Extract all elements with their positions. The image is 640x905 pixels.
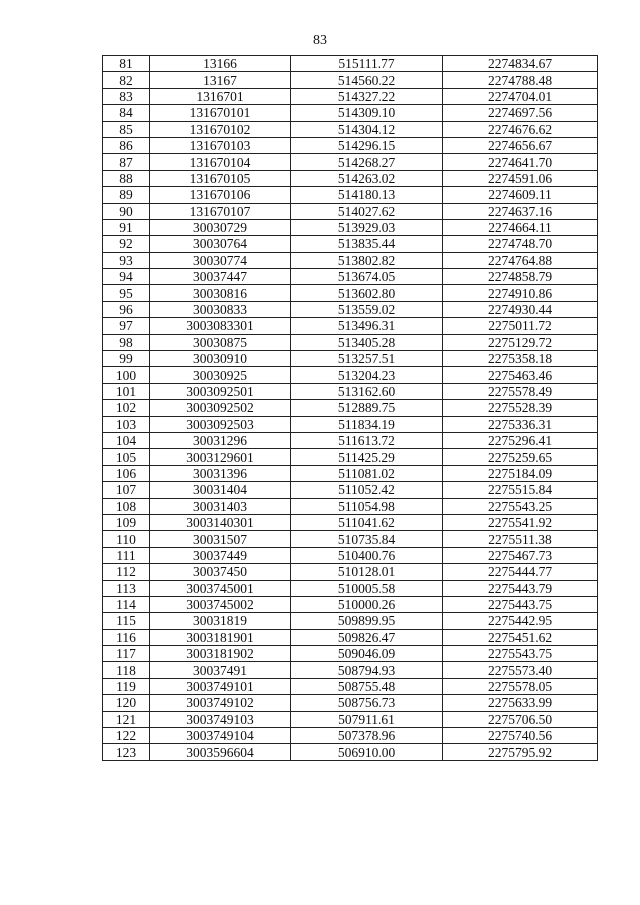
x-coordinate-cell: 513929.03 [291,219,443,235]
y-coordinate-cell: 2275511.38 [443,531,598,547]
table-row [103,416,598,432]
table-row [103,72,598,88]
row-number-cell: 112 [103,564,150,580]
point-id-cell: 3003181902 [150,646,291,662]
x-coordinate-cell: 514296.15 [291,137,443,153]
point-id-cell: 30030729 [150,219,291,235]
point-id-cell: 131670106 [150,187,291,203]
y-coordinate-cell: 2275129.72 [443,334,598,350]
x-coordinate-cell: 509046.09 [291,646,443,662]
table-row [103,498,598,514]
point-id-cell: 131670105 [150,170,291,186]
point-id-cell: 30030833 [150,301,291,317]
table-row [103,547,598,563]
row-number-cell: 106 [103,465,150,481]
point-id-cell: 131670103 [150,137,291,153]
row-number-cell: 109 [103,514,150,530]
table-row [103,351,598,367]
table-row [103,301,598,317]
x-coordinate-cell: 508794.93 [291,662,443,678]
x-coordinate-cell: 511052.42 [291,482,443,498]
table-row [103,580,598,596]
table-row [103,367,598,383]
table-row [103,596,598,612]
point-id-cell: 30031404 [150,482,291,498]
y-coordinate-cell: 2275443.75 [443,596,598,612]
x-coordinate-cell: 510005.58 [291,580,443,596]
row-number-cell: 121 [103,711,150,727]
point-id-cell: 3003129601 [150,449,291,465]
point-id-cell: 30037491 [150,662,291,678]
table-row [103,269,598,285]
row-number-cell: 118 [103,662,150,678]
table-row [103,154,598,170]
x-coordinate-cell: 514180.13 [291,187,443,203]
point-id-cell: 30030816 [150,285,291,301]
x-coordinate-cell: 509826.47 [291,629,443,645]
table-row [103,88,598,104]
point-id-cell: 3003749101 [150,678,291,694]
y-coordinate-cell: 2274834.67 [443,56,598,72]
y-coordinate-cell: 2275444.77 [443,564,598,580]
y-coordinate-cell: 2275011.72 [443,318,598,334]
point-id-cell: 3003181901 [150,629,291,645]
x-coordinate-cell: 511834.19 [291,416,443,432]
row-number-cell: 96 [103,301,150,317]
point-id-cell: 30030764 [150,236,291,252]
x-coordinate-cell: 513257.51 [291,351,443,367]
y-coordinate-cell: 2274591.06 [443,170,598,186]
row-number-cell: 86 [103,137,150,153]
point-id-cell: 30031296 [150,432,291,448]
table-row [103,629,598,645]
row-number-cell: 120 [103,695,150,711]
table-row [103,187,598,203]
row-number-cell: 101 [103,383,150,399]
y-coordinate-cell: 2274641.70 [443,154,598,170]
point-id-cell: 30037450 [150,564,291,580]
point-id-cell: 3003749103 [150,711,291,727]
table-row [103,482,598,498]
x-coordinate-cell: 513602.80 [291,285,443,301]
y-coordinate-cell: 2274664.11 [443,219,598,235]
row-number-cell: 97 [103,318,150,334]
table-row [103,105,598,121]
y-coordinate-cell: 2275336.31 [443,416,598,432]
table-row [103,564,598,580]
row-number-cell: 114 [103,596,150,612]
row-number-cell: 115 [103,613,150,629]
row-number-cell: 98 [103,334,150,350]
point-id-cell: 30030774 [150,252,291,268]
y-coordinate-cell: 2274788.48 [443,72,598,88]
table-row [103,170,598,186]
row-number-cell: 88 [103,170,150,186]
y-coordinate-cell: 2275451.62 [443,629,598,645]
x-coordinate-cell: 513802.82 [291,252,443,268]
x-coordinate-cell: 513496.31 [291,318,443,334]
coordinates-table [102,55,598,761]
row-number-cell: 92 [103,236,150,252]
table-row [103,728,598,744]
y-coordinate-cell: 2274858.79 [443,269,598,285]
row-number-cell: 123 [103,744,150,760]
page-number: 83 [313,33,327,48]
table-row [103,236,598,252]
x-coordinate-cell: 508755.48 [291,678,443,694]
row-number-cell: 111 [103,547,150,563]
row-number-cell: 81 [103,56,150,72]
table-row [103,744,598,760]
table-row [103,449,598,465]
point-id-cell: 3003596604 [150,744,291,760]
y-coordinate-cell: 2274656.67 [443,137,598,153]
row-number-cell: 99 [103,351,150,367]
table-row [103,219,598,235]
x-coordinate-cell: 511054.98 [291,498,443,514]
x-coordinate-cell: 515111.77 [291,56,443,72]
row-number-cell: 107 [103,482,150,498]
row-number-cell: 119 [103,678,150,694]
row-number-cell: 100 [103,367,150,383]
point-id-cell: 3003749102 [150,695,291,711]
table-row [103,121,598,137]
point-id-cell: 30037447 [150,269,291,285]
table-row [103,318,598,334]
table-row [103,514,598,530]
y-coordinate-cell: 2274697.56 [443,105,598,121]
row-number-cell: 122 [103,728,150,744]
row-number-cell: 90 [103,203,150,219]
table-row [103,531,598,547]
x-coordinate-cell: 510000.26 [291,596,443,612]
y-coordinate-cell: 2275259.65 [443,449,598,465]
y-coordinate-cell: 2275795.92 [443,744,598,760]
y-coordinate-cell: 2275358.18 [443,351,598,367]
table-row [103,711,598,727]
x-coordinate-cell: 511041.62 [291,514,443,530]
table-row [103,383,598,399]
coordinates-table-body [103,56,598,761]
x-coordinate-cell: 513559.02 [291,301,443,317]
x-coordinate-cell: 513835.44 [291,236,443,252]
y-coordinate-cell: 2274930.44 [443,301,598,317]
point-id-cell: 131670107 [150,203,291,219]
point-id-cell: 30037449 [150,547,291,563]
table-row [103,646,598,662]
y-coordinate-cell: 2275543.75 [443,646,598,662]
x-coordinate-cell: 507378.96 [291,728,443,744]
y-coordinate-cell: 2274910.86 [443,285,598,301]
row-number-cell: 105 [103,449,150,465]
row-number-cell: 95 [103,285,150,301]
row-number-cell: 91 [103,219,150,235]
point-id-cell: 3003092503 [150,416,291,432]
y-coordinate-cell: 2274609.11 [443,187,598,203]
point-id-cell: 3003749104 [150,728,291,744]
x-coordinate-cell: 509899.95 [291,613,443,629]
x-coordinate-cell: 511081.02 [291,465,443,481]
row-number-cell: 89 [103,187,150,203]
y-coordinate-cell: 2275442.95 [443,613,598,629]
x-coordinate-cell: 513162.60 [291,383,443,399]
point-id-cell: 131670104 [150,154,291,170]
table-row [103,334,598,350]
row-number-cell: 83 [103,88,150,104]
x-coordinate-cell: 510735.84 [291,531,443,547]
x-coordinate-cell: 513204.23 [291,367,443,383]
y-coordinate-cell: 2274748.70 [443,236,598,252]
x-coordinate-cell: 513674.05 [291,269,443,285]
y-coordinate-cell: 2275578.49 [443,383,598,399]
x-coordinate-cell: 514304.12 [291,121,443,137]
x-coordinate-cell: 514268.27 [291,154,443,170]
point-id-cell: 30031403 [150,498,291,514]
x-coordinate-cell: 508756.73 [291,695,443,711]
y-coordinate-cell: 2275543.25 [443,498,598,514]
point-id-cell: 131670101 [150,105,291,121]
row-number-cell: 103 [103,416,150,432]
table-row [103,662,598,678]
point-id-cell: 30030875 [150,334,291,350]
row-number-cell: 102 [103,400,150,416]
y-coordinate-cell: 2275296.41 [443,432,598,448]
y-coordinate-cell: 2275463.46 [443,367,598,383]
point-id-cell: 131670102 [150,121,291,137]
table-row [103,252,598,268]
point-id-cell: 1316701 [150,88,291,104]
y-coordinate-cell: 2274676.62 [443,121,598,137]
y-coordinate-cell: 2275541.92 [443,514,598,530]
point-id-cell: 3003092502 [150,400,291,416]
y-coordinate-cell: 2275443.79 [443,580,598,596]
x-coordinate-cell: 514309.10 [291,105,443,121]
table-row [103,400,598,416]
y-coordinate-cell: 2274704.01 [443,88,598,104]
point-id-cell: 30031819 [150,613,291,629]
point-id-cell: 30031396 [150,465,291,481]
row-number-cell: 113 [103,580,150,596]
row-number-cell: 110 [103,531,150,547]
x-coordinate-cell: 507911.61 [291,711,443,727]
point-id-cell: 30030925 [150,367,291,383]
x-coordinate-cell: 514027.62 [291,203,443,219]
row-number-cell: 87 [103,154,150,170]
table-row [103,465,598,481]
table-row [103,678,598,694]
row-number-cell: 117 [103,646,150,662]
y-coordinate-cell: 2275184.09 [443,465,598,481]
y-coordinate-cell: 2275633.99 [443,695,598,711]
row-number-cell: 82 [103,72,150,88]
table-row [103,203,598,219]
row-number-cell: 104 [103,432,150,448]
point-id-cell: 3003083301 [150,318,291,334]
row-number-cell: 116 [103,629,150,645]
point-id-cell: 3003745001 [150,580,291,596]
y-coordinate-cell: 2274637.16 [443,203,598,219]
point-id-cell: 30031507 [150,531,291,547]
point-id-cell: 13166 [150,56,291,72]
point-id-cell: 13167 [150,72,291,88]
x-coordinate-cell: 506910.00 [291,744,443,760]
x-coordinate-cell: 512889.75 [291,400,443,416]
table-row [103,137,598,153]
y-coordinate-cell: 2274764.88 [443,252,598,268]
table-row [103,695,598,711]
y-coordinate-cell: 2275515.84 [443,482,598,498]
x-coordinate-cell: 514263.02 [291,170,443,186]
point-id-cell: 3003745002 [150,596,291,612]
x-coordinate-cell: 510128.01 [291,564,443,580]
point-id-cell: 3003092501 [150,383,291,399]
x-coordinate-cell: 510400.76 [291,547,443,563]
x-coordinate-cell: 514560.22 [291,72,443,88]
x-coordinate-cell: 511613.72 [291,432,443,448]
row-number-cell: 84 [103,105,150,121]
x-coordinate-cell: 513405.28 [291,334,443,350]
x-coordinate-cell: 511425.29 [291,449,443,465]
point-id-cell: 3003140301 [150,514,291,530]
y-coordinate-cell: 2275573.40 [443,662,598,678]
y-coordinate-cell: 2275528.39 [443,400,598,416]
row-number-cell: 108 [103,498,150,514]
row-number-cell: 94 [103,269,150,285]
y-coordinate-cell: 2275740.56 [443,728,598,744]
table-row [103,56,598,72]
table-row [103,285,598,301]
row-number-cell: 85 [103,121,150,137]
row-number-cell: 93 [103,252,150,268]
table-row [103,613,598,629]
table-row [103,432,598,448]
y-coordinate-cell: 2275578.05 [443,678,598,694]
y-coordinate-cell: 2275706.50 [443,711,598,727]
point-id-cell: 30030910 [150,351,291,367]
y-coordinate-cell: 2275467.73 [443,547,598,563]
x-coordinate-cell: 514327.22 [291,88,443,104]
